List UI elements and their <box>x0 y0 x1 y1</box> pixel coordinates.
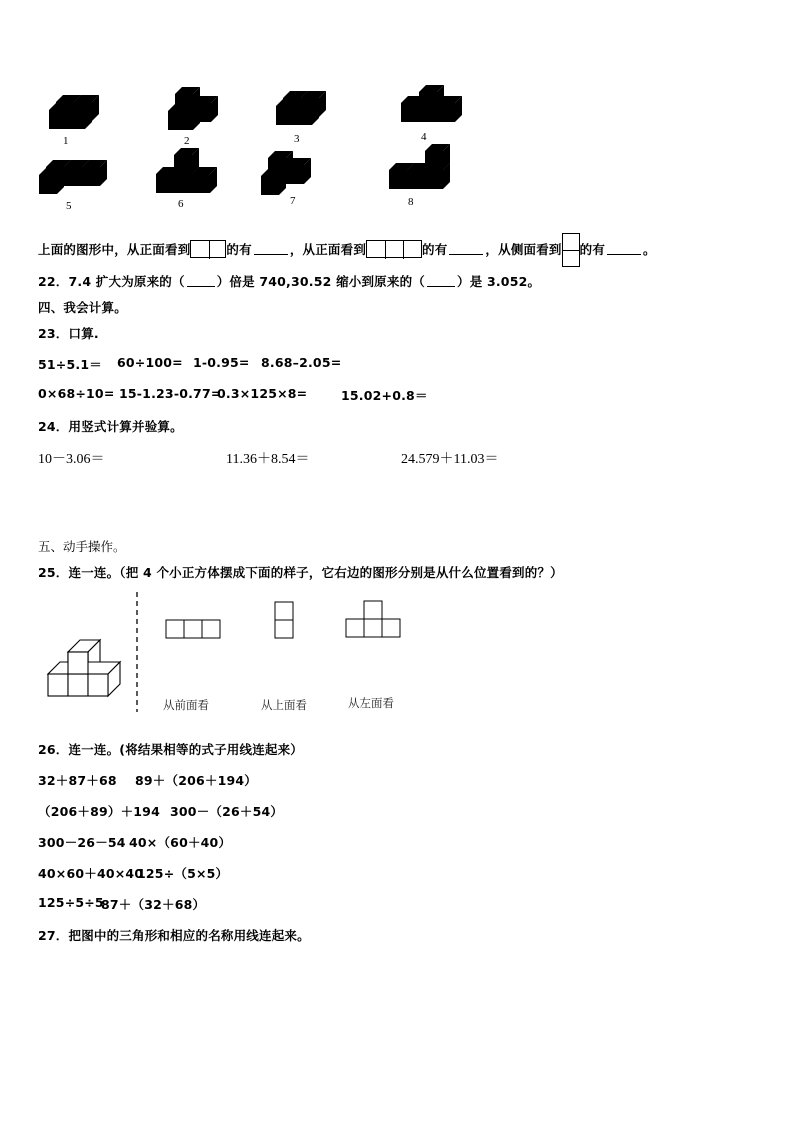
q22-text-c: ）是 3.052。 <box>457 274 541 289</box>
view-label-left: 从左面看 <box>348 696 394 710</box>
view-label-top: 从上面看 <box>261 698 307 712</box>
section-4-heading: 四、我会计算。 <box>38 300 127 315</box>
q24-item-1: 10－3.06＝ <box>38 452 105 467</box>
q26-left-4: 40×60＋40×40 <box>38 866 144 881</box>
q22-text-b: ）倍是 740,30.52 缩小到原来的（ <box>216 274 425 289</box>
view-shape-two-squares <box>190 240 226 258</box>
q24-item-2: 11.36＋8.54＝ <box>226 452 310 467</box>
answer-blank-1[interactable] <box>254 243 288 255</box>
cube-figure-5 <box>39 160 107 194</box>
q21-text-6: 的有 <box>579 242 606 257</box>
q23-item-3: 1-0.95= <box>193 355 250 370</box>
q23-item-6: 15-1.23-0.77= <box>119 386 222 401</box>
q26-right-1: 89＋（206＋194） <box>135 773 257 788</box>
q23-item-2: 60÷100= <box>117 355 183 370</box>
q25-title: 25．连一连。（把 4 个小正方体摆成下面的样子，它右边的图形分别是从什么位置看到的？） <box>38 565 563 580</box>
cube-figure-3 <box>276 91 326 125</box>
q26-left-5: 125÷5÷5 <box>38 895 104 910</box>
answer-blank-3[interactable] <box>607 243 641 255</box>
q22-sentence <box>38 272 540 290</box>
q26-right-2: 300－（26＋54） <box>170 804 284 819</box>
q25-figures <box>0 588 794 718</box>
figure-label-1: 1 <box>63 135 69 147</box>
figure-label-2: 2 <box>184 135 190 147</box>
figure-label-8: 8 <box>408 196 414 208</box>
q26-left-1: 32＋87＋68 <box>38 773 117 788</box>
view-t-shape <box>346 601 400 637</box>
q22-text-a: 22．7.4 扩大为原来的（ <box>38 274 185 289</box>
q26-right-3: 40×（60＋40） <box>129 835 232 850</box>
q24-item-3: 24.579＋11.03＝ <box>401 452 499 467</box>
q22-blank-1[interactable] <box>187 275 215 287</box>
view-shape-vertical-squares <box>562 233 580 267</box>
cube-figure-8 <box>389 144 450 189</box>
q26-title: 26．连一连。(将结果相等的式子用线连起来） <box>38 742 304 757</box>
cube-figure-6 <box>156 148 217 193</box>
cube-figures <box>0 0 794 230</box>
q22-blank-2[interactable] <box>427 275 455 287</box>
cube-figure-7 <box>261 151 311 195</box>
q23-title: 23．口算. <box>38 326 99 341</box>
view-row-three <box>166 620 220 638</box>
cube-figure-2 <box>168 87 218 130</box>
answer-blank-2[interactable] <box>449 243 483 255</box>
cube-figure-1 <box>49 95 99 129</box>
figure-label-3: 3 <box>294 133 300 145</box>
q23-item-7: 0.3×125×8= <box>217 386 308 401</box>
q21-text-1: 上面的图形中，从正面看到 <box>38 242 191 257</box>
figure-label-4: 4 <box>421 131 427 143</box>
figure-label-6: 6 <box>178 198 184 210</box>
cube-figure-4 <box>401 85 462 122</box>
figure-label-5: 5 <box>66 200 72 212</box>
view-shape-three-squares <box>366 240 422 258</box>
section-5-heading: 五、动手操作。 <box>38 539 126 554</box>
q23-item-1: 51÷5.1＝ <box>38 357 102 372</box>
q26-right-4: 125÷（5×5） <box>137 866 229 881</box>
q21-text-3: ，从正面看到 <box>289 242 367 257</box>
q23-item-4: 8.68–2.05= <box>261 355 342 370</box>
q26-left-2: （206＋89）＋194 <box>38 804 160 819</box>
q23-item-8: 15.02+0.8＝ <box>341 388 428 403</box>
q26-left-3: 300－26－54 <box>38 835 126 850</box>
q25-solid <box>48 640 120 696</box>
view-column-two <box>275 602 293 638</box>
q23-item-5: 0×68÷10= <box>38 386 115 401</box>
q21-text-2: 的有 <box>226 242 252 257</box>
q21-text-7: 。 <box>643 242 656 257</box>
q21-text-5: ，从侧面看到 <box>485 242 562 257</box>
q21-text-4: 的有 <box>422 242 448 257</box>
q27-title: 27．把图中的三角形和相应的名称用线连起来。 <box>38 928 310 943</box>
q26-right-5: 87＋（32＋68） <box>101 897 206 912</box>
figure-label-7: 7 <box>290 195 296 207</box>
q21-sentence <box>38 233 656 267</box>
q24-title: 24．用竖式计算并验算。 <box>38 419 183 434</box>
view-label-front: 从前面看 <box>163 698 209 712</box>
